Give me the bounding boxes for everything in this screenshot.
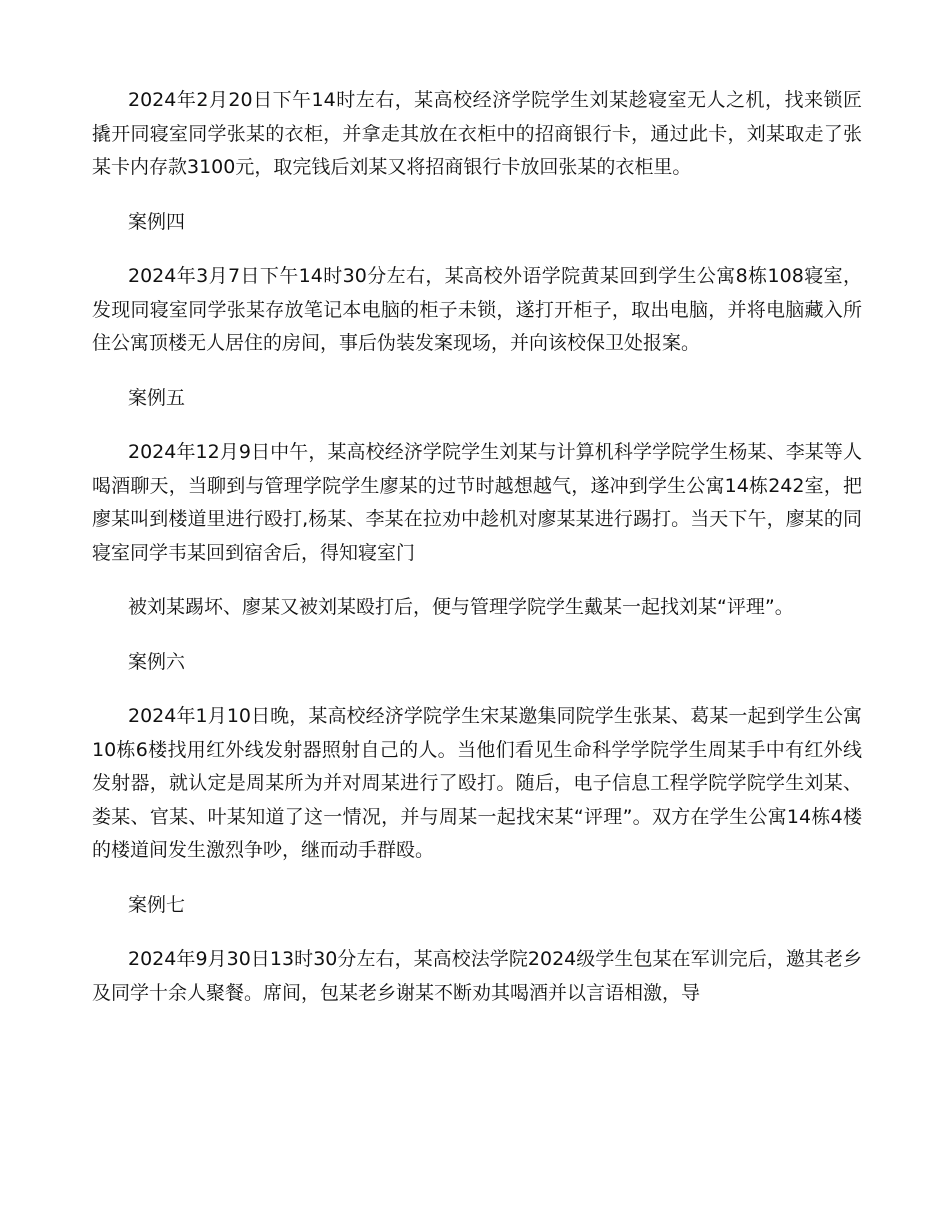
paragraph-case-five-body: 2024年12月9日中午，某高校经济学院学生刘某与计算机科学学院学生杨某、李某等人喝酒聊天，当聊到与管理学院学生廖某的过节时越想越气，遂冲到学生公寓14栋242室，把廖某叫到楼道里进行殴打,杨某、李某在拉劝中趁机对廖某某进行踢打。当天下午，廖某的同寝室同学韦某回到宿舍后，得知寝室门 <box>92 441 862 564</box>
heading-case-five: 案例五 <box>128 386 186 409</box>
paragraph-case-three-body: 2024年2月20日下午14时左右，某高校经济学院学生刘某趁寝室无人之机，找来锁匠撬开同寝室同学张某的衣柜，并拿走其放在衣柜中的招商银行卡，通过此卡，刘某取走了张某卡内存款3100元，取完钱后刘某又将招商银行卡放回张某的衣柜里。 <box>92 89 862 178</box>
heading-case-four: 案例四 <box>128 210 186 233</box>
heading-case-seven: 案例七 <box>128 893 186 916</box>
paragraph-case-six-body: 2024年1月10日晚，某高校经济学院学生宋某邀集同院学生张某、葛某一起到学生公寓10栋6楼找用红外线发射器照射自己的人。当他们看见生命科学学院学生周某手中有红外线发射器，就认定是周某所为并对周某进行了殴打。随后，电子信息工程学院学院学生刘某、娄某、官某、叶某知道了这一情况，并与周某一起找宋某“评理”。双方在学生公寓14栋4楼的楼道间发生激烈争吵，继而动手群殴。 <box>92 705 862 861</box>
paragraph-case-seven-body: 2024年9月30日13时30分左右，某高校法学院2024级学生包某在军训完后，邀其老乡及同学十余人聚餐。席间，包某老乡谢某不断劝其喝酒并以言语相激，导 <box>92 948 862 1004</box>
document-page <box>92 84 862 1031</box>
paragraph-case-five-continued: 被刘某踢坏、廖某又被刘某殴打后，便与管理学院学生戴某一起找刘某“评理”。 <box>128 596 794 618</box>
heading-case-six: 案例六 <box>128 650 186 673</box>
paragraph-case-four-body: 2024年3月7日下午14时30分左右，某高校外语学院黄某回到学生公寓8栋108寝室，发现同寝室同学张某存放笔记本电脑的柜子未锁，遂打开柜子，取出电脑，并将电脑藏入所住公寓顶楼无人居住的房间，事后伪装发案现场，并向该校保卫处报案。 <box>92 265 862 354</box>
